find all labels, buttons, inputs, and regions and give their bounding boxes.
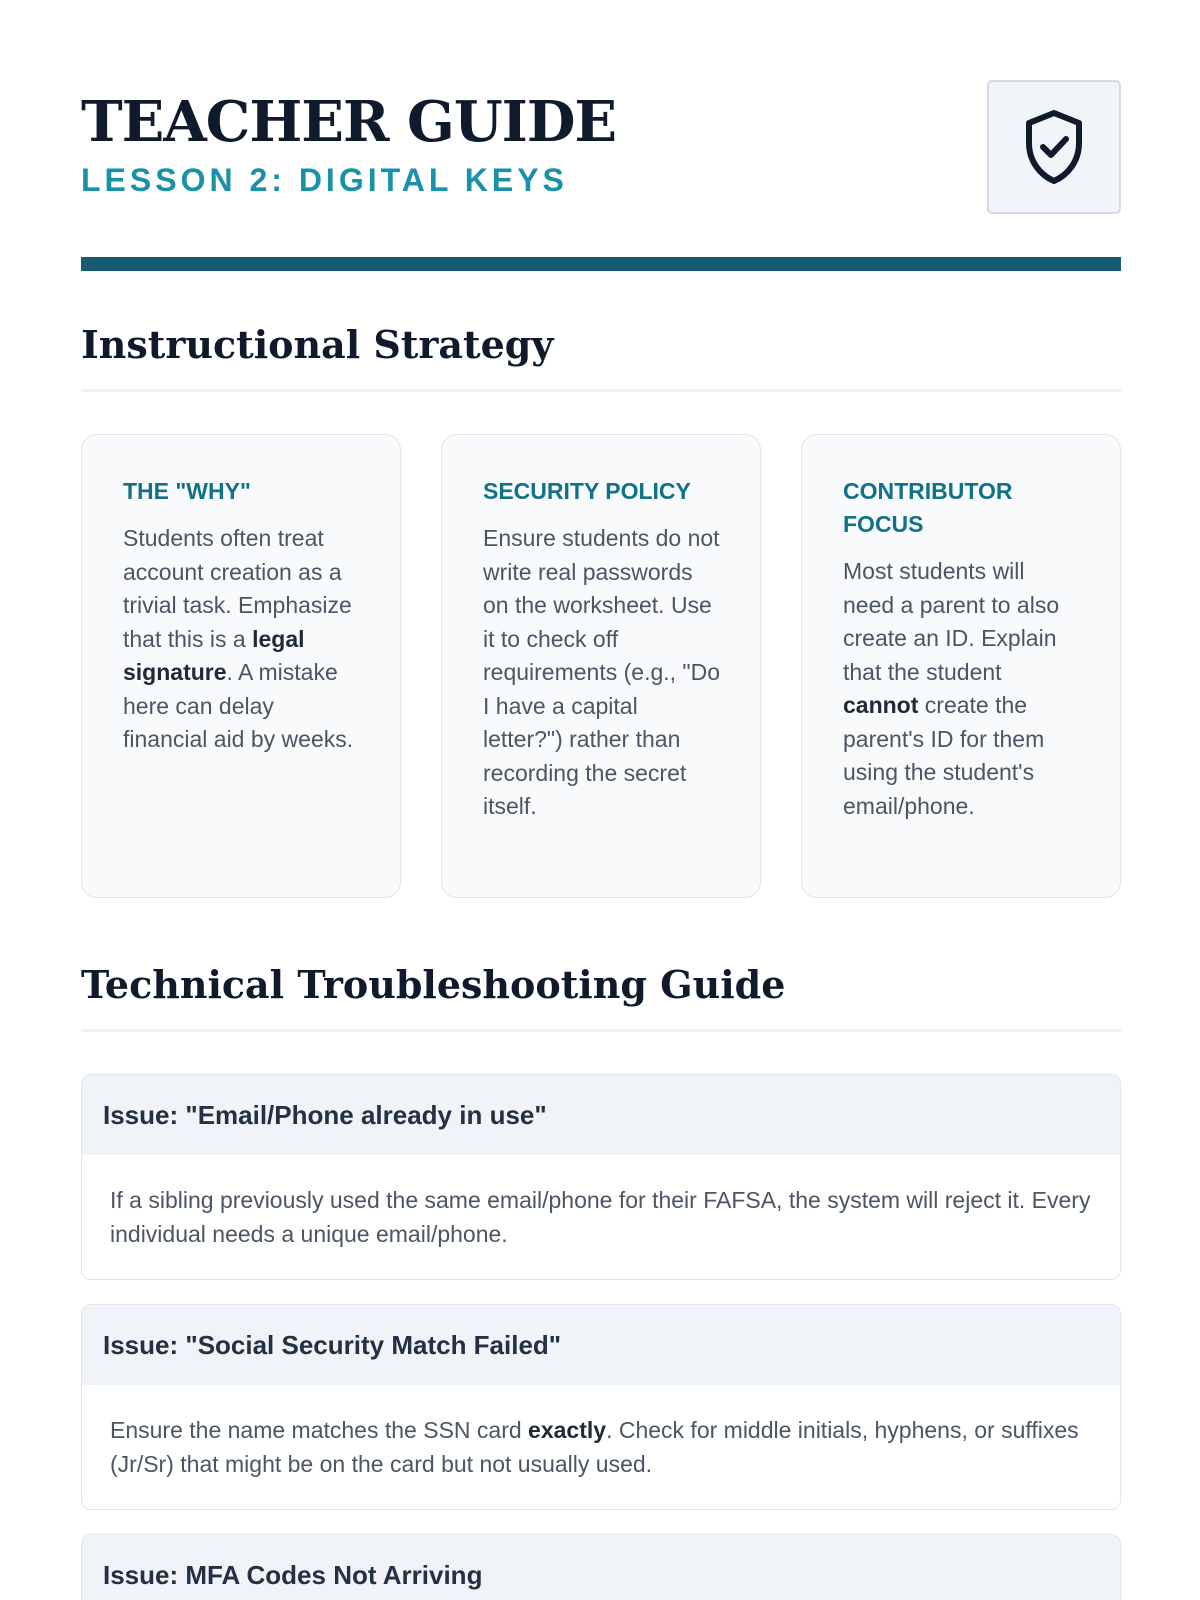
strategy-card-security — [441, 434, 761, 898]
logo-badge — [987, 80, 1121, 214]
issue-body: Ensure the name matches the SSN card exactly. Check for middle initials, hyphens, or suffixes (Jr/Sr) that might be on the card but not usually used. — [110, 1417, 1079, 1477]
card-body: Ensure students do not write real passwords on the worksheet. Use it to check off requirements (e.g., "Do I have a capital letter?") rather than recording the secret itself. — [483, 525, 720, 819]
issue-title: Issue: MFA Codes Not Arriving — [82, 1535, 1120, 1600]
issue-title: Issue: "Email/Phone already in use" — [82, 1075, 1120, 1155]
card-title: CONTRIBUTOR FOCUS — [843, 478, 1013, 537]
strategy-cards — [81, 434, 1121, 898]
card-body: Most students will need a parent to also create an ID. Explain that the student cannot create the parent's ID for them using the student's email/phone. — [843, 558, 1060, 819]
issue-mfa-codes — [81, 1534, 1121, 1600]
issue-ssn-match — [81, 1304, 1121, 1510]
card-body: Students often treat account creation as a trivial task. Emphasize that this is a legal signature. A mistake here can delay financial aid by weeks. — [123, 525, 354, 752]
section-title-strategy: Instructional Strategy — [81, 322, 554, 367]
section-divider — [81, 389, 1121, 392]
card-title: THE "WHY" — [123, 478, 251, 504]
issue-body: If a sibling previously used the same email/phone for their FAFSA, the system will reject it. Every individual needs a unique email/phone. — [110, 1187, 1091, 1247]
shield-check-icon — [1023, 109, 1085, 185]
card-title: SECURITY POLICY — [483, 478, 691, 504]
header-divider — [81, 257, 1121, 271]
strategy-card-contributor — [801, 434, 1121, 898]
section-divider — [81, 1029, 1121, 1032]
issue-email-in-use — [81, 1074, 1121, 1280]
page-title: TEACHER GUIDE — [81, 89, 617, 155]
lesson-subtitle: LESSON 2: DIGITAL KEYS — [81, 162, 568, 198]
section-title-troubleshooting: Technical Troubleshooting Guide — [81, 962, 786, 1007]
strategy-card-why — [81, 434, 401, 898]
issue-title: Issue: "Social Security Match Failed" — [82, 1305, 1120, 1385]
page-header — [81, 80, 1121, 220]
